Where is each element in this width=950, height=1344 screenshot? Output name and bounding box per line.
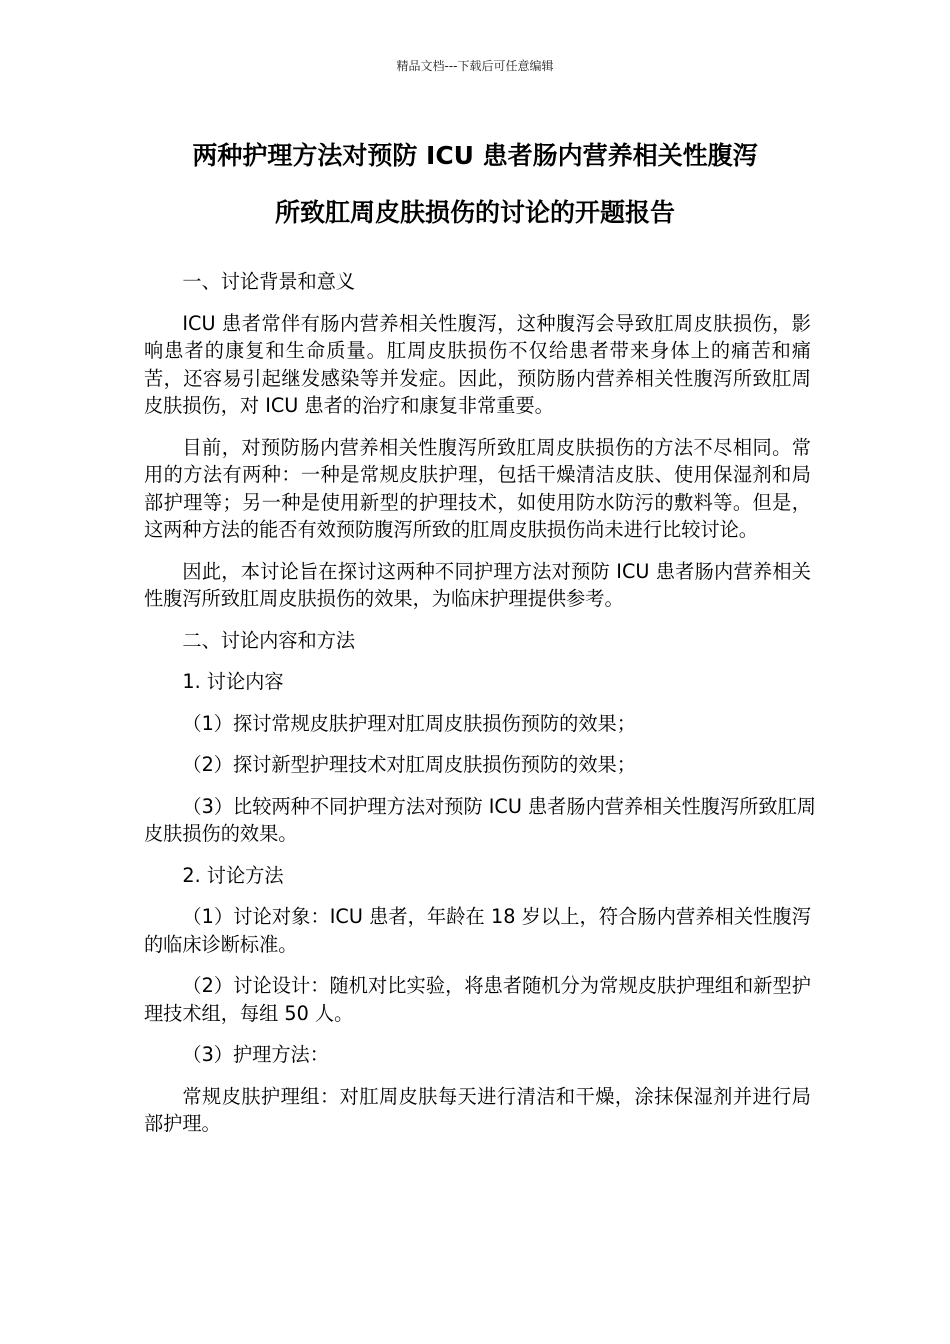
page-header-note: 精品文档---下载后可任意编辑 [396,59,554,73]
content-item-1: （1）探讨常规皮肤护理对肛周皮肤损伤预防的效果； [182,711,636,735]
method-item-1: （1）讨论对象：ICU 患者，年龄在 18 岁以上，符合肠内营养相关性腹泻的临床诊断标准。 [144,905,811,956]
paragraph-background-3: 因此，本讨论旨在探讨这两种不同护理方法对预防 ICU 患者肠内营养相关性腹泻所致肛周皮肤损伤的效果，为临床护理提供参考。 [144,559,811,610]
method-item-3: （3）护理方法： [182,1043,329,1066]
content-item-2: （2）探讨新型护理技术对肛周皮肤损伤预防的效果； [182,753,636,776]
section-heading-content-methods: 二、讨论内容和方法 [182,628,356,652]
paragraph-background-1: ICU 患者常伴有肠内营养相关性腹泻，这种腹泻会导致肛周皮肤损伤，影响患者的康复和生命质量。肛周皮肤损伤不仅给患者带来身体上的痛苦和痛苦，还容易引起继发感染等并发症。因此，预防肠内营养相关性腹泻所致肛周皮肤损伤，对 ICU 患者的治疗和康复非常重要。 [144,311,811,417]
section-heading-background: 一、讨论背景和意义 [182,270,356,293]
document-title-line-1: 两种护理方法对预防 ICU 患者肠内营养相关性腹泻 [192,141,758,170]
document-body [144,268,816,1152]
paragraph-background-2: 目前，对预防肠内营养相关性腹泻所致肛周皮肤损伤的方法不尽相同。常用的方法有两种：一种是常规皮肤护理，包括干燥清洁皮肤、使用保湿剂和局部护理等；另一种是使用新型的护理技术，如使用防水防污的敷料等。但是，这两种方法的能否有效预防腹泻所致的肛周皮肤损伤尚未进行比较讨论。 [144,435,811,541]
subheading-methods: 2. 讨论方法 [182,863,284,887]
paragraph-routine-care-group: 常规皮肤护理组：对肛周皮肤每天进行清洁和干燥，涂抹保湿剂并进行局部护理。 [144,1084,811,1135]
content-item-3: （3）比较两种不同护理方法对预防 ICU 患者肠内营养相关性腹泻所致肛周皮肤损伤的效果。 [144,794,816,845]
document-title-line-2: 所致肛周皮肤损伤的讨论的开题报告 [274,198,675,227]
subheading-content: 1. 讨论内容 [182,670,284,693]
method-item-2: （2）讨论设计：随机对比实验，将患者随机分为常规皮肤护理组和新型护理技术组，每组 50 人。 [144,974,811,1025]
